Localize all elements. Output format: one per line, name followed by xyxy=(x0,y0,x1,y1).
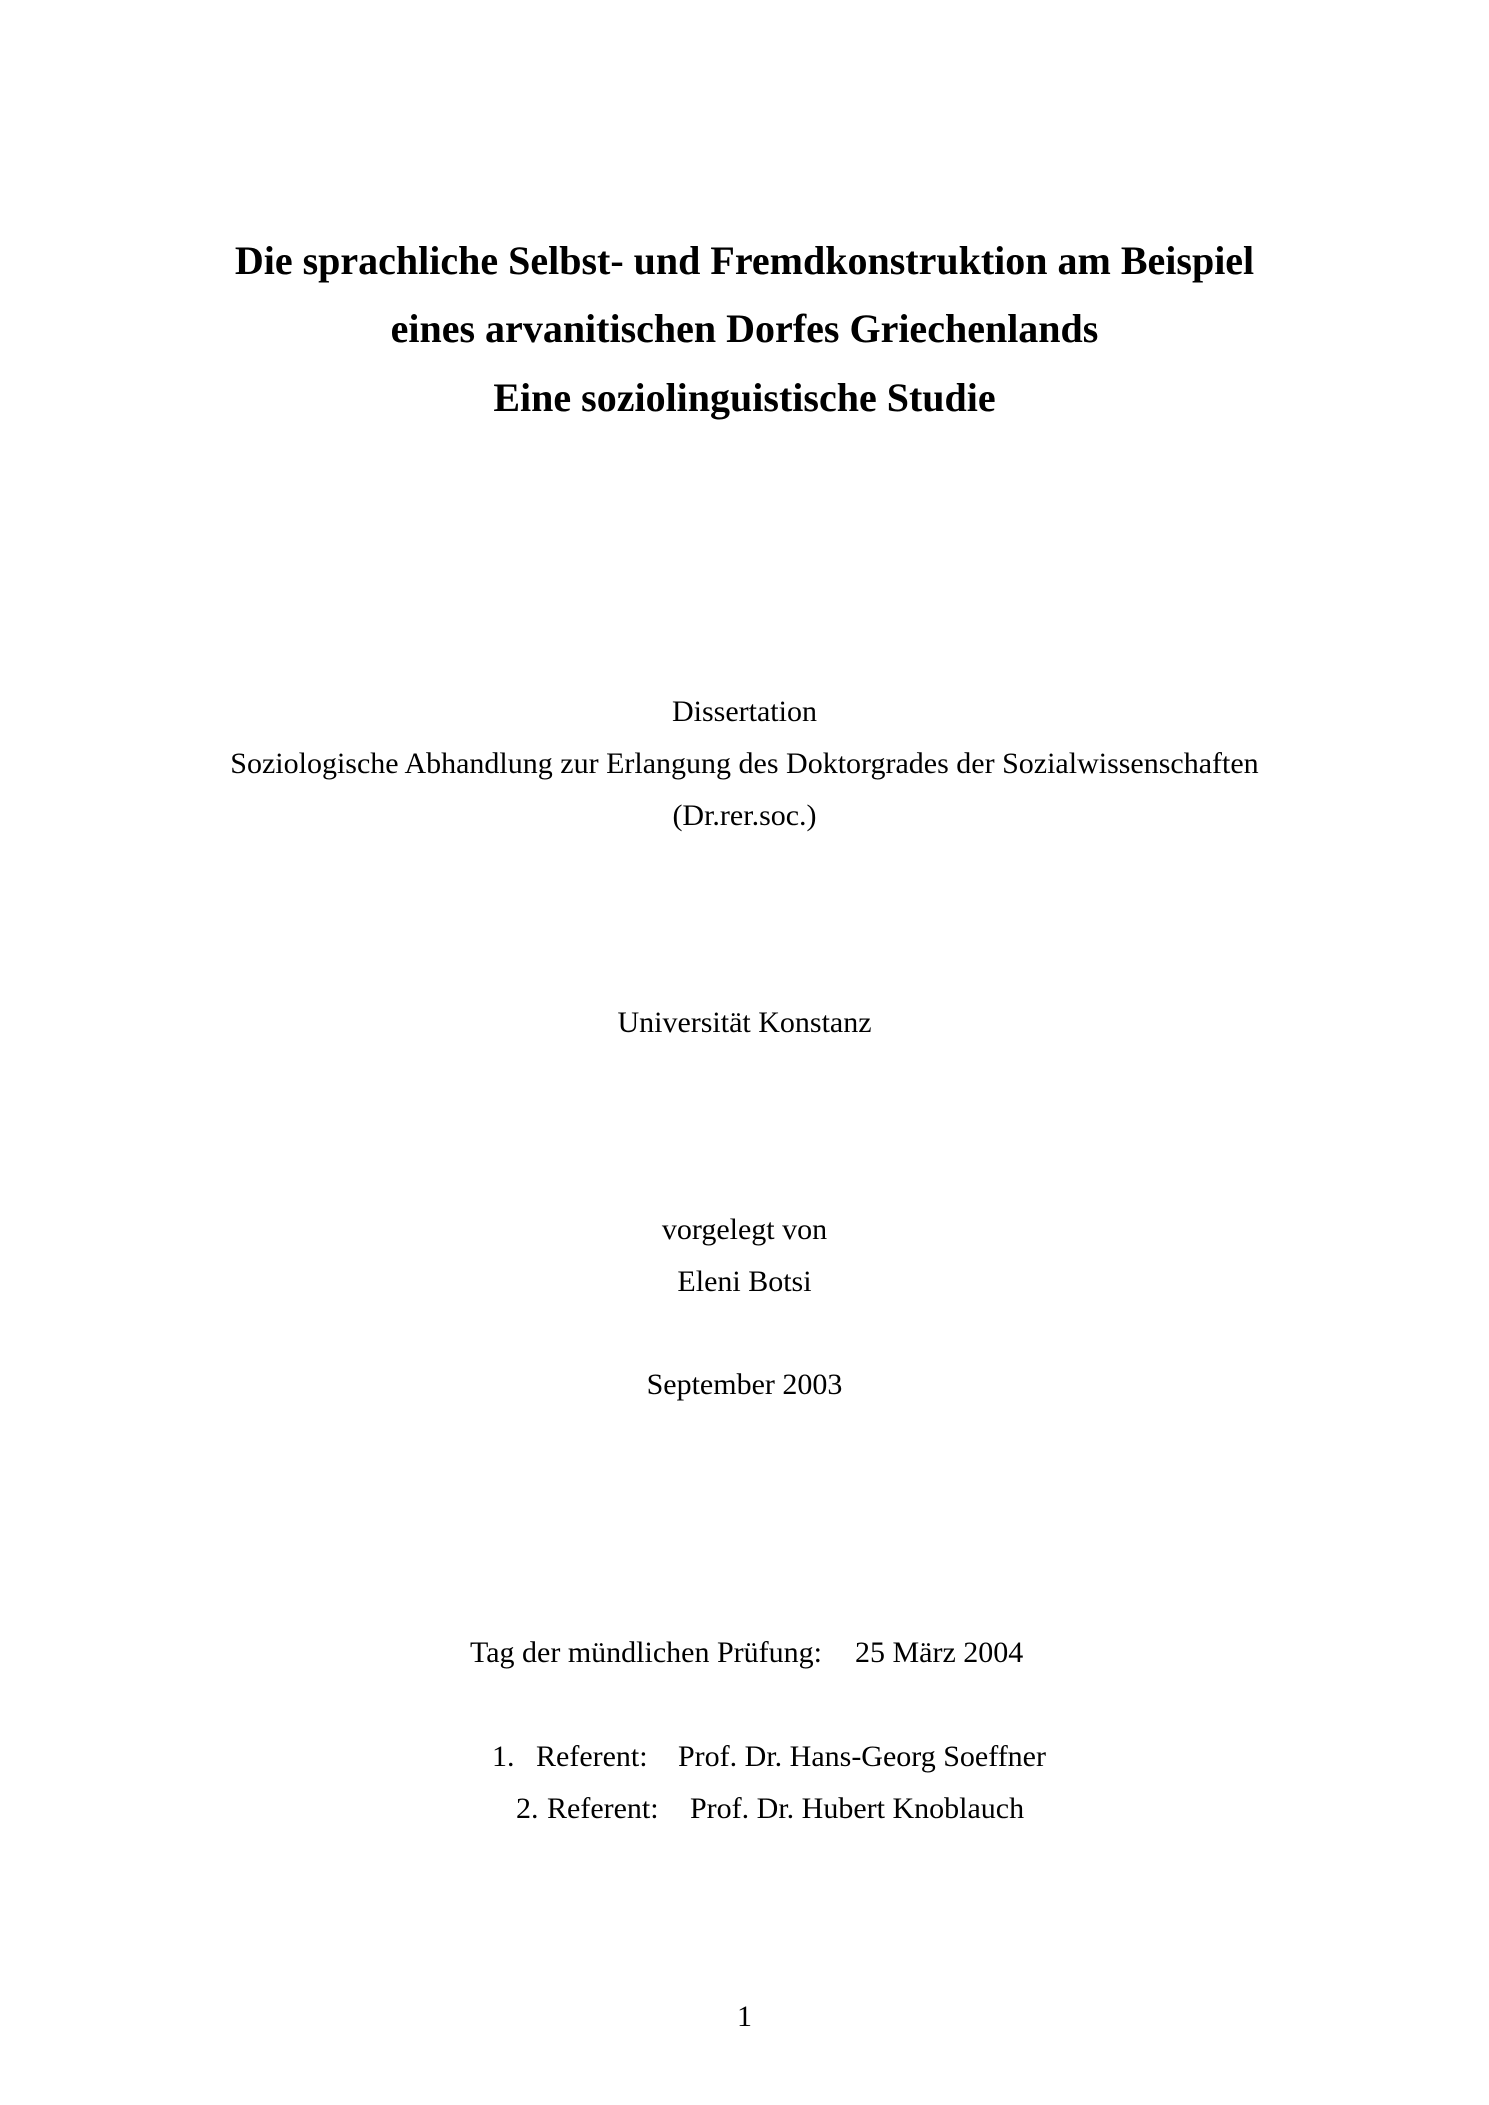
oral-exam-date: 25 März 2004 xyxy=(855,1636,1024,1669)
referee-number: 2. xyxy=(516,1792,539,1825)
title-line-2: eines arvanitischen Dorfes Griechenlands xyxy=(390,306,1099,351)
degree-abbreviation: (Dr.rer.soc.) xyxy=(672,799,817,832)
document-type: Dissertation xyxy=(672,695,817,728)
referee-number: 1. xyxy=(492,1740,515,1773)
oral-exam-row xyxy=(0,1634,1489,1672)
author-name: Eleni Botsi xyxy=(677,1265,812,1298)
oral-exam-label: Tag der mündlichen Prüfung: xyxy=(470,1636,822,1669)
referee-name: Prof. Dr. Hans-Georg Soeffner xyxy=(678,1740,1046,1773)
referee-label: Referent: xyxy=(536,1740,648,1773)
referee-row-1 xyxy=(0,1738,1489,1776)
page-number: 1 xyxy=(737,2000,752,2033)
title-line-3: Eine soziolinguistische Studie xyxy=(493,375,996,420)
submitted-by-label: vorgelegt von xyxy=(661,1213,828,1246)
university-name: Universität Konstanz xyxy=(617,1006,872,1039)
dissertation-description: Soziologische Abhandlung zur Erlangung des Doktorgrades der Sozialwissenschaften xyxy=(230,747,1259,780)
referee-label: Referent: xyxy=(547,1792,659,1825)
title-line-1: Die sprachliche Selbst- und Fremdkonstruktion am Beispiel xyxy=(234,238,1255,283)
referee-row-2 xyxy=(0,1790,1489,1828)
referee-name: Prof. Dr. Hubert Knoblauch xyxy=(690,1792,1025,1825)
submission-date: September 2003 xyxy=(646,1368,843,1401)
